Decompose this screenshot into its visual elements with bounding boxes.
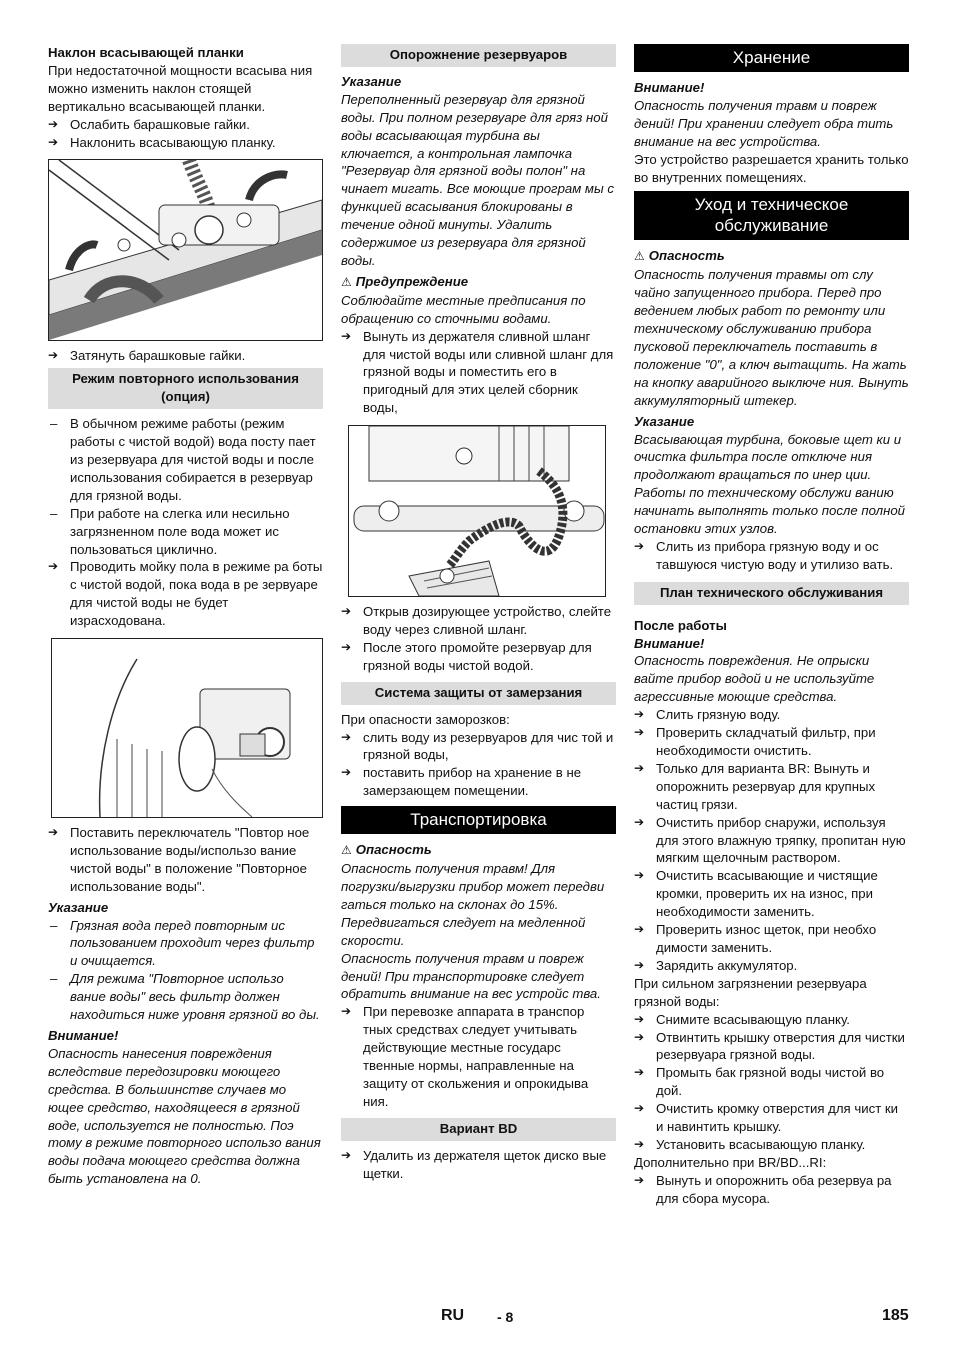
frost-step-2: ➔ поставить прибор на хранение в не замерзающем помещении. <box>341 764 616 800</box>
extra-step: ➔ Вынуть и опорожнить оба резервуа ра для сбора мусора. <box>634 1172 909 1208</box>
transport-step: ➔ При перевозке аппарата в транспор тных средствах следует учитывать действующие местные государс твенные нормы, направленные на защиту от скольжения и опрокидыва ния. <box>341 1003 616 1110</box>
attention2-label: Внимание! <box>634 635 705 651</box>
maintenance-plan-heading: План технического обслуживания <box>634 582 909 605</box>
attention-text: Опасность нанесения повреждения вследствие передозировки моющего средства. В большинстве случаев мо ющее средство, находящееся в грязной воде, используется не полностью. Поэ тому в режиме повторного использо вания воды подача моющего средства должна быть установлена на 0. <box>48 1045 321 1187</box>
local-page-number: - 8 <box>497 1309 514 1325</box>
attention2-text: Опасность повреждения. Не опрыски вайте прибор водой и не используйте агрессивные моющие средства. <box>634 653 875 705</box>
danger-label <box>634 247 909 266</box>
danger-text-1: Опасность получения травм! Для погрузки/выгрузки прибор может передви гаться только на склонах до 15%. Передвигаться следует на медленной скорости. <box>341 861 605 948</box>
note-text: Всасывающая турбина, боковые щет ки и очистка фильтра после отключе ния продолжают вращаться по инер ции. Работы по техническому обслужи ванию начинать выполнять только после полной остановки этих узлов. <box>634 431 906 537</box>
danger-triangle-icon: ⚠ <box>634 249 645 264</box>
tilt-heading: Наклон всасывающей планки <box>48 45 244 60</box>
heavy-step-2: ➔ Отвинтить крышку отверстия для чистки резервуара грязной воды. <box>634 1029 909 1065</box>
hose-step: ➔ Вынуть из держателя сливной шланг для чистой воды или сливной шланг для грязной воды и поместить его в пригодный для этих целей сборник воды, <box>341 328 616 418</box>
danger-label <box>341 841 616 860</box>
after-step-2: ➔ Проверить складчатый фильтр, при необходимости очистить. <box>634 724 909 760</box>
heavy-step-3: ➔ Промыть бак грязной воды чистой во дой. <box>634 1064 909 1100</box>
after-work-heading: После работы <box>634 617 727 633</box>
tilt-text: При недостаточной мощности всасыва ния можно изменить наклон стоящей вертикально всасывающей планки. <box>48 62 313 114</box>
tilt-step-2: ➔ Наклонить всасывающую планку. <box>48 134 323 152</box>
attention-label: Внимание! <box>634 80 705 95</box>
column-left <box>48 44 323 1188</box>
reuse-dash-1: – В обычном режиме работы (режим работы с чистой водой) вода посту пает из резервуара для чистой воды и после использования собирается в резервуар для грязной воды. <box>48 415 323 505</box>
warning-text: Соблюдайте местные предписания по обращению со сточными водами. <box>341 292 586 326</box>
switch-step: ➔ Поставить переключатель "Повтор ное использование воды/использо вание чистой воды" в положение "Повторное использование воды". <box>48 824 323 896</box>
warning-triangle-icon: ⚠ <box>341 274 352 289</box>
tilt-step-1: ➔ Ослабить барашковые гайки. <box>48 116 323 134</box>
language-code: RU <box>441 1307 465 1324</box>
heavy-step-1: ➔ Снимите всасывающую планку. <box>634 1011 909 1029</box>
reuse-dash-2: – При работе на слегка или несильно загрязненном поле вода может ис пользоваться циклично. <box>48 505 323 559</box>
heavy-step-5: ➔ Установить всасывающую планку. <box>634 1136 909 1154</box>
page-number: 185 <box>882 1307 909 1324</box>
storage-warn: Опасность получения травм и повреж дений! При хранении следует обра тить внимание на вес устройства. <box>634 97 894 149</box>
bd-heading: Вариант BD <box>341 1118 616 1141</box>
extra-intro: Дополнительно при BR/BD...RI: <box>634 1154 827 1170</box>
note-label: Указание <box>341 73 402 89</box>
warning-label-text: Предупреждение <box>355 273 469 289</box>
heavy-intro: При сильном загрязнении резервуара грязной воды: <box>634 975 867 1009</box>
column-right <box>634 44 909 1208</box>
frost-intro: При опасности заморозков: <box>341 711 510 727</box>
danger-label-text: Опасность <box>648 248 725 264</box>
bd-step: ➔ Удалить из держателя щеток диско вые щетки. <box>341 1147 616 1183</box>
column-middle <box>341 44 616 1183</box>
care-heading: Уход и техническое обслуживание <box>634 191 909 240</box>
danger-label-text: Опасность <box>355 842 432 858</box>
after-step-1: ➔ Слить грязную воду. <box>634 706 909 724</box>
danger-triangle-icon: ⚠ <box>341 843 352 858</box>
after-step-7: ➔ Зарядить аккумулятор. <box>634 957 909 975</box>
danger-text-2: Опасность получения травм и повреж дений! При транспортировке следует обратить внимание на вес устройс тва. <box>341 950 601 1002</box>
attention-label: Внимание! <box>48 1028 119 1043</box>
reuse-switch-figure <box>51 638 323 818</box>
warning-label <box>341 273 616 292</box>
reuse-step: ➔ Проводить мойку пола в режиме ра боты с чистой водой, пока вода в ре зервуаре для чистой воды не будет израсходована. <box>48 558 323 630</box>
after-step-6: ➔ Проверить износ щеток, при необхо димости заменить. <box>634 921 909 957</box>
drain-hose-figure <box>348 425 606 597</box>
storage-text: Это устройство разрешается хранить только во внутренних помещениях. <box>634 151 909 185</box>
drain-all-step: ➔ Слить из прибора грязную воду и ос тавшуюся чистую воду и утилизо вать. <box>634 538 909 574</box>
after-step-4: ➔ Очистить прибор снаружи, используя для этого влажную тряпку, пропитан ную мягким щелочным раствором. <box>634 814 909 868</box>
heavy-step-4: ➔ Очистить кромку отверстия для чист ки и навинтить крышку. <box>634 1100 909 1136</box>
squeegee-tilt-figure <box>48 159 323 341</box>
storage-heading: Хранение <box>634 44 909 72</box>
empty-tanks-heading: Опорожнение резервуаров <box>341 44 616 67</box>
drain-step-1: ➔ Открыв дозирующее устройство, слейте воду через сливной шланг. <box>341 603 616 639</box>
reuse-heading: Режим повторного использования (опция) <box>48 368 323 409</box>
frost-heading: Система защиты от замерзания <box>341 682 616 705</box>
note-dash-1: – Грязная вода перед повторным ис пользованием проходит через фильтр и очищается. <box>48 917 323 971</box>
note-label: Указание <box>634 413 695 429</box>
tighten-step: ➔ Затянуть барашковые гайки. <box>48 347 323 365</box>
note-label: Указание <box>48 899 109 915</box>
drain-step-2: ➔ После этого промойте резервуар для грязной воды чистой водой. <box>341 639 616 675</box>
frost-step-1: ➔ слить воду из резервуаров для чис той и грязной воды, <box>341 729 616 765</box>
after-step-3: ➔ Только для варианта BR: Вынуть и опорожнить резервуар для крупных частиц грязи. <box>634 760 909 814</box>
danger-text: Опасность получения травмы от слу чайно запущенного прибора. Перед про ведением любых работ по ремонту или техническому обслуживанию прибора пусковой переключатель поставить в положение "0", а ключ вытащить. На жать на кнопку аварийного выключе ния. Вынуть аккумуляторный штекер. <box>634 267 909 408</box>
after-step-5: ➔ Очистить всасывающие и чистящие кромки, проверить их на износ, при необходимости заменить. <box>634 867 909 921</box>
transport-heading: Транспортировка <box>341 806 616 834</box>
note-text: Переполненный резервуар для грязной воды. При полном резервуаре для гряз ной воды всасывающая турбина вы ключается, а контрольная лампочка "Резервуар для грязной воды полон" на чинает мигать. Все моющие програм мы с функцией всасывания блокированы в течение одной минуты. Удалить содержимое из резервуара для грязной воды. <box>341 91 614 268</box>
note-dash-2: – Для режима "Повторное использо вание воды" весь фильтр должен находиться ниже уровня грязной во ды. <box>48 970 323 1024</box>
